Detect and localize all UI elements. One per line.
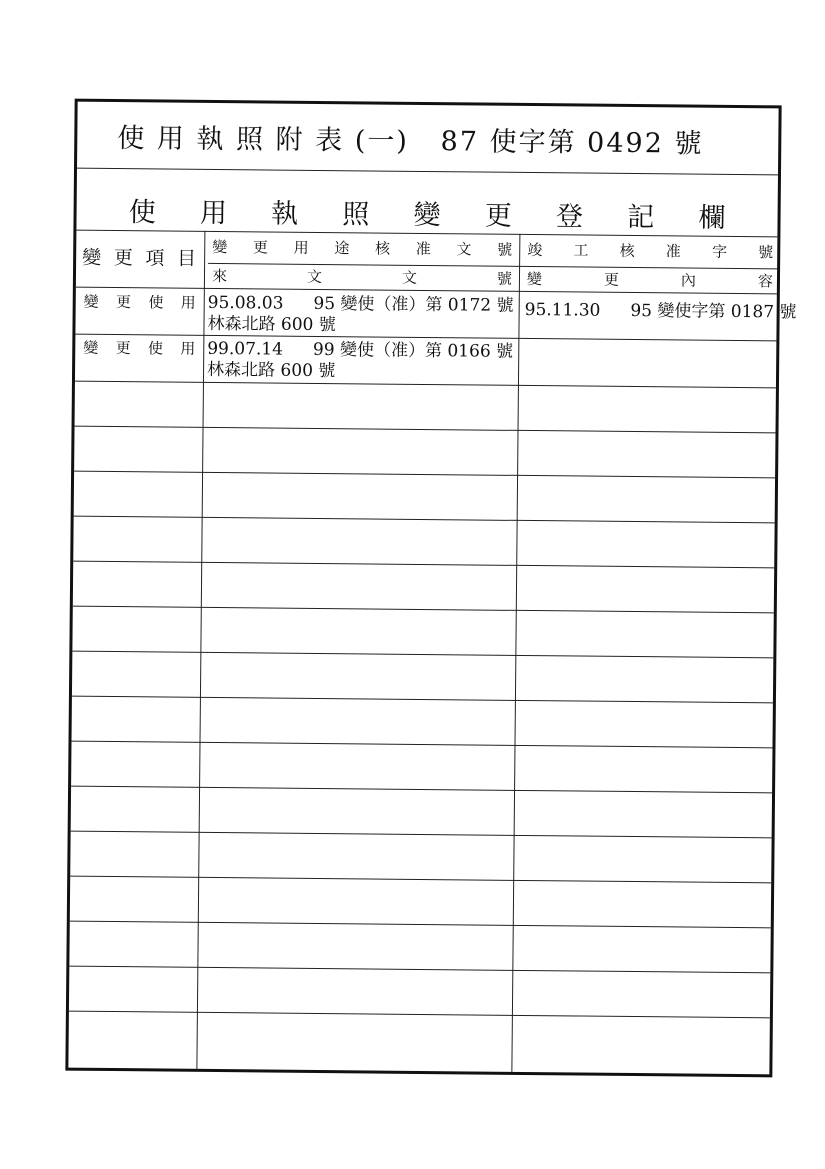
row-2-approval-no: 99 變使（准）第 0166 號: [312, 339, 514, 362]
heading-char: 更: [484, 200, 512, 232]
row-rule: [70, 876, 771, 884]
row-rule: [69, 1011, 770, 1019]
row-rule: [70, 921, 771, 929]
row-2-approval-date: 99.07.14: [207, 338, 284, 360]
heading-char: 照: [342, 198, 370, 230]
heading-char: 執: [270, 198, 299, 230]
row-1-item: 變 更 使 用: [83, 292, 196, 312]
header-approval-doc-no: 變 更 用 途 核 准 文 號: [212, 237, 513, 259]
row-rule: [74, 516, 775, 524]
header-change-content: 變 更 內 容: [526, 269, 774, 291]
column-divider: [196, 231, 205, 1069]
row-rule: [75, 426, 776, 434]
license-number: 87 使字第 0492 號: [440, 126, 704, 160]
title-text: 使 用 執 照 附 表 (一): [117, 123, 409, 157]
row-2-item: 變 更 使 用: [83, 338, 196, 358]
row-rule: [69, 966, 770, 974]
row-1-approval-no: 95 變使（准）第 0172 號: [313, 293, 514, 316]
row-1-approval-date: 95.08.03: [207, 292, 284, 314]
row-1-completion-date: 95.11.30: [524, 299, 601, 321]
heading-char: 使: [128, 196, 156, 228]
header-incoming-doc: 來 文 文 號: [211, 266, 513, 288]
row-rule: [72, 741, 773, 749]
row-rule: [71, 831, 772, 839]
row-rule: [73, 561, 774, 569]
row-rule: [73, 606, 774, 614]
row-1-completion-no: 95 變使字第 0187 號: [630, 300, 797, 323]
row-rule: [74, 471, 775, 479]
row-2-address: 林森北路 600 號: [206, 359, 336, 382]
header-item: 變 更 項 目: [82, 246, 197, 270]
row-2-approval: [207, 339, 513, 363]
section-heading: [76, 184, 777, 241]
row-rule: [71, 786, 772, 794]
row-1-approval: [208, 293, 514, 317]
title-divider: [77, 168, 778, 176]
heading-char: 記: [627, 201, 655, 233]
heading-char: 欄: [698, 202, 726, 234]
form-title: [117, 116, 703, 161]
heading-char: 登: [555, 200, 584, 233]
row-1-completion: [525, 300, 797, 324]
row-rule: [72, 696, 773, 704]
header-completion-no: 竣 工 核 准 字 號: [527, 240, 774, 262]
heading-char: 用: [199, 197, 228, 229]
heading-char: 變: [413, 199, 441, 231]
usage-license-form: [65, 99, 797, 1078]
row-1-address: 林森北路 600 號: [207, 313, 336, 336]
row-rule: [72, 651, 773, 659]
row-rule: [75, 381, 776, 389]
